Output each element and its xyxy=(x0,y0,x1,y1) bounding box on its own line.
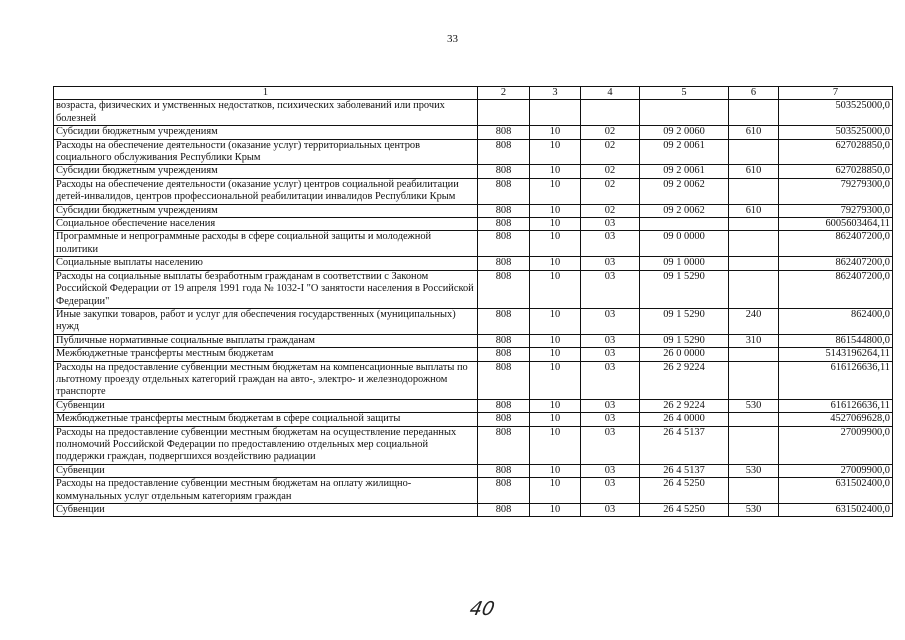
expense-type xyxy=(729,218,779,231)
amount: 616126636,11 xyxy=(779,361,893,399)
amount: 616126636,11 xyxy=(779,399,893,412)
table-row xyxy=(54,413,893,426)
table-row xyxy=(54,204,893,217)
target-article: 26 4 5250 xyxy=(640,504,729,517)
row-name: Расходы на предоставление субвенции местным бюджетам на осуществление переданных полномочий Российской Федерации по предоставлению отдельных мер социальной поддержки граждан, подвергшихся воздействию радиации xyxy=(54,426,478,464)
expense-type xyxy=(729,426,779,464)
expense-type xyxy=(729,139,779,165)
expense-type xyxy=(729,348,779,361)
table-row xyxy=(54,426,893,464)
table-row xyxy=(54,464,893,477)
admin-code xyxy=(478,100,530,126)
table-row xyxy=(54,100,893,126)
amount: 862407200,0 xyxy=(779,231,893,257)
admin-code: 808 xyxy=(478,334,530,347)
section-code: 10 xyxy=(530,504,581,517)
table-row xyxy=(54,308,893,334)
target-article: 09 2 0061 xyxy=(640,139,729,165)
row-name: Субсидии бюджетным учреждениям xyxy=(54,126,478,139)
expense-type: 530 xyxy=(729,464,779,477)
amount: 861544800,0 xyxy=(779,334,893,347)
table-row xyxy=(54,218,893,231)
row-name: Субвенции xyxy=(54,504,478,517)
admin-code: 808 xyxy=(478,504,530,517)
subsection-code: 03 xyxy=(581,413,640,426)
section-code: 10 xyxy=(530,361,581,399)
amount: 627028850,0 xyxy=(779,165,893,178)
subsection-code: 03 xyxy=(581,504,640,517)
amount: 631502400,0 xyxy=(779,504,893,517)
column-header: 6 xyxy=(729,87,779,100)
section-code xyxy=(530,100,581,126)
column-header: 4 xyxy=(581,87,640,100)
admin-code: 808 xyxy=(478,399,530,412)
admin-code: 808 xyxy=(478,139,530,165)
section-code: 10 xyxy=(530,270,581,308)
admin-code: 808 xyxy=(478,270,530,308)
table-row xyxy=(54,178,893,204)
admin-code: 808 xyxy=(478,218,530,231)
target-article: 26 2 9224 xyxy=(640,399,729,412)
row-name: Социальное обеспечение населения xyxy=(54,218,478,231)
admin-code: 808 xyxy=(478,126,530,139)
section-code: 10 xyxy=(530,334,581,347)
target-article: 26 0 0000 xyxy=(640,348,729,361)
subsection-code: 03 xyxy=(581,361,640,399)
subsection-code xyxy=(581,100,640,126)
subsection-code: 03 xyxy=(581,257,640,270)
amount: 27009900,0 xyxy=(779,426,893,464)
section-code: 10 xyxy=(530,478,581,504)
amount: 79279300,0 xyxy=(779,204,893,217)
amount: 4527069628,0 xyxy=(779,413,893,426)
subsection-code: 03 xyxy=(581,348,640,361)
header-row xyxy=(54,87,893,100)
row-name: Субвенции xyxy=(54,464,478,477)
target-article: 26 2 9224 xyxy=(640,361,729,399)
amount: 6005603464,11 xyxy=(779,218,893,231)
expense-type xyxy=(729,413,779,426)
subsection-code: 03 xyxy=(581,231,640,257)
subsection-code: 02 xyxy=(581,165,640,178)
section-code: 10 xyxy=(530,413,581,426)
row-name: Субвенции xyxy=(54,399,478,412)
budget-table xyxy=(53,86,893,517)
expense-type xyxy=(729,178,779,204)
amount: 27009900,0 xyxy=(779,464,893,477)
amount: 631502400,0 xyxy=(779,478,893,504)
page-number: 33 xyxy=(447,33,458,45)
target-article: 26 4 5137 xyxy=(640,426,729,464)
table-row xyxy=(54,139,893,165)
subsection-code: 03 xyxy=(581,334,640,347)
row-name: Субсидии бюджетным учреждениям xyxy=(54,165,478,178)
target-article: 09 1 5290 xyxy=(640,308,729,334)
row-name: Расходы на обеспечение деятельности (оказание услуг) центров социальной реабилитации детей-инвалидов, центров профессиональной реабилитации инвалидов Республики Крым xyxy=(54,178,478,204)
subsection-code: 03 xyxy=(581,308,640,334)
column-header: 5 xyxy=(640,87,729,100)
column-header: 2 xyxy=(478,87,530,100)
section-code: 10 xyxy=(530,399,581,412)
expense-type: 530 xyxy=(729,399,779,412)
target-article xyxy=(640,218,729,231)
table-row xyxy=(54,399,893,412)
expense-type: 610 xyxy=(729,126,779,139)
expense-type: 610 xyxy=(729,204,779,217)
table-row xyxy=(54,126,893,139)
row-name: Расходы на предоставление субвенции местным бюджетам на компенсационные выплаты по льготному проезду отдельных категорий граждан на авто-, электро- и железнодорожном транспорте xyxy=(54,361,478,399)
row-name: Расходы на обеспечение деятельности (оказание услуг) территориальных центров социального обслуживания Республики Крым xyxy=(54,139,478,165)
expense-type: 310 xyxy=(729,334,779,347)
expense-type xyxy=(729,231,779,257)
target-article: 09 2 0062 xyxy=(640,204,729,217)
expense-type xyxy=(729,257,779,270)
admin-code: 808 xyxy=(478,464,530,477)
expense-type xyxy=(729,478,779,504)
target-article: 09 0 0000 xyxy=(640,231,729,257)
section-code: 10 xyxy=(530,308,581,334)
admin-code: 808 xyxy=(478,308,530,334)
subsection-code: 03 xyxy=(581,399,640,412)
expense-type xyxy=(729,100,779,126)
amount: 79279300,0 xyxy=(779,178,893,204)
admin-code: 808 xyxy=(478,361,530,399)
row-name: Расходы на предоставление субвенции местным бюджетам на оплату жилищно-коммунальных услуг отдельным категориям граждан xyxy=(54,478,478,504)
subsection-code: 03 xyxy=(581,270,640,308)
row-name: Публичные нормативные социальные выплаты гражданам xyxy=(54,334,478,347)
admin-code: 808 xyxy=(478,413,530,426)
target-article: 09 2 0061 xyxy=(640,165,729,178)
row-name: Иные закупки товаров, работ и услуг для обеспечения государственных (муниципальных) нужд xyxy=(54,308,478,334)
target-article: 09 2 0062 xyxy=(640,178,729,204)
column-header: 1 xyxy=(54,87,478,100)
expense-type xyxy=(729,361,779,399)
admin-code: 808 xyxy=(478,231,530,257)
expense-type: 610 xyxy=(729,165,779,178)
target-article: 26 4 5137 xyxy=(640,464,729,477)
subsection-code: 02 xyxy=(581,139,640,165)
column-header: 3 xyxy=(530,87,581,100)
row-name: Субсидии бюджетным учреждениям xyxy=(54,204,478,217)
table-row xyxy=(54,348,893,361)
admin-code: 808 xyxy=(478,204,530,217)
subsection-code: 03 xyxy=(581,426,640,464)
section-code: 10 xyxy=(530,139,581,165)
target-article: 09 1 5290 xyxy=(640,334,729,347)
target-article: 26 4 5250 xyxy=(640,478,729,504)
amount: 862400,0 xyxy=(779,308,893,334)
expense-type: 240 xyxy=(729,308,779,334)
amount: 503525000,0 xyxy=(779,100,893,126)
target-article: 09 1 0000 xyxy=(640,257,729,270)
table-row xyxy=(54,165,893,178)
target-article xyxy=(640,100,729,126)
section-code: 10 xyxy=(530,231,581,257)
table-row xyxy=(54,361,893,399)
table-row xyxy=(54,257,893,270)
row-name: возраста, физических и умственных недостатков, психических заболеваний или прочих болезней xyxy=(54,100,478,126)
row-name: Программные и непрограммные расходы в сфере социальной защиты и молодежной политики xyxy=(54,231,478,257)
amount: 862407200,0 xyxy=(779,270,893,308)
section-code: 10 xyxy=(530,126,581,139)
target-article: 26 4 0000 xyxy=(640,413,729,426)
table-row xyxy=(54,270,893,308)
table-row xyxy=(54,231,893,257)
target-article: 09 2 0060 xyxy=(640,126,729,139)
amount: 862407200,0 xyxy=(779,257,893,270)
amount: 5143196264,11 xyxy=(779,348,893,361)
section-code: 10 xyxy=(530,464,581,477)
row-name: Межбюджетные трансферты местным бюджетам в сфере социальной защиты xyxy=(54,413,478,426)
table-row xyxy=(54,334,893,347)
subsection-code: 03 xyxy=(581,218,640,231)
subsection-code: 02 xyxy=(581,178,640,204)
amount: 627028850,0 xyxy=(779,139,893,165)
section-code: 10 xyxy=(530,426,581,464)
row-name: Социальные выплаты населению xyxy=(54,257,478,270)
expense-type: 530 xyxy=(729,504,779,517)
section-code: 10 xyxy=(530,218,581,231)
subsection-code: 02 xyxy=(581,204,640,217)
admin-code: 808 xyxy=(478,348,530,361)
handwritten-page-number: 40 xyxy=(467,598,497,620)
section-code: 10 xyxy=(530,257,581,270)
table-row xyxy=(54,478,893,504)
admin-code: 808 xyxy=(478,257,530,270)
amount: 503525000,0 xyxy=(779,126,893,139)
subsection-code: 02 xyxy=(581,126,640,139)
row-name: Расходы на социальные выплаты безработным гражданам в соответствии с Законом Российской Федерации от 19 апреля 1991 года № 1032-I "О занятости населения в Российской Федерации" xyxy=(54,270,478,308)
target-article: 09 1 5290 xyxy=(640,270,729,308)
admin-code: 808 xyxy=(478,426,530,464)
subsection-code: 03 xyxy=(581,478,640,504)
section-code: 10 xyxy=(530,165,581,178)
column-header: 7 xyxy=(779,87,893,100)
section-code: 10 xyxy=(530,178,581,204)
table-row xyxy=(54,504,893,517)
admin-code: 808 xyxy=(478,478,530,504)
section-code: 10 xyxy=(530,204,581,217)
admin-code: 808 xyxy=(478,178,530,204)
row-name: Межбюджетные трансферты местным бюджетам xyxy=(54,348,478,361)
subsection-code: 03 xyxy=(581,464,640,477)
section-code: 10 xyxy=(530,348,581,361)
admin-code: 808 xyxy=(478,165,530,178)
expense-type xyxy=(729,270,779,308)
